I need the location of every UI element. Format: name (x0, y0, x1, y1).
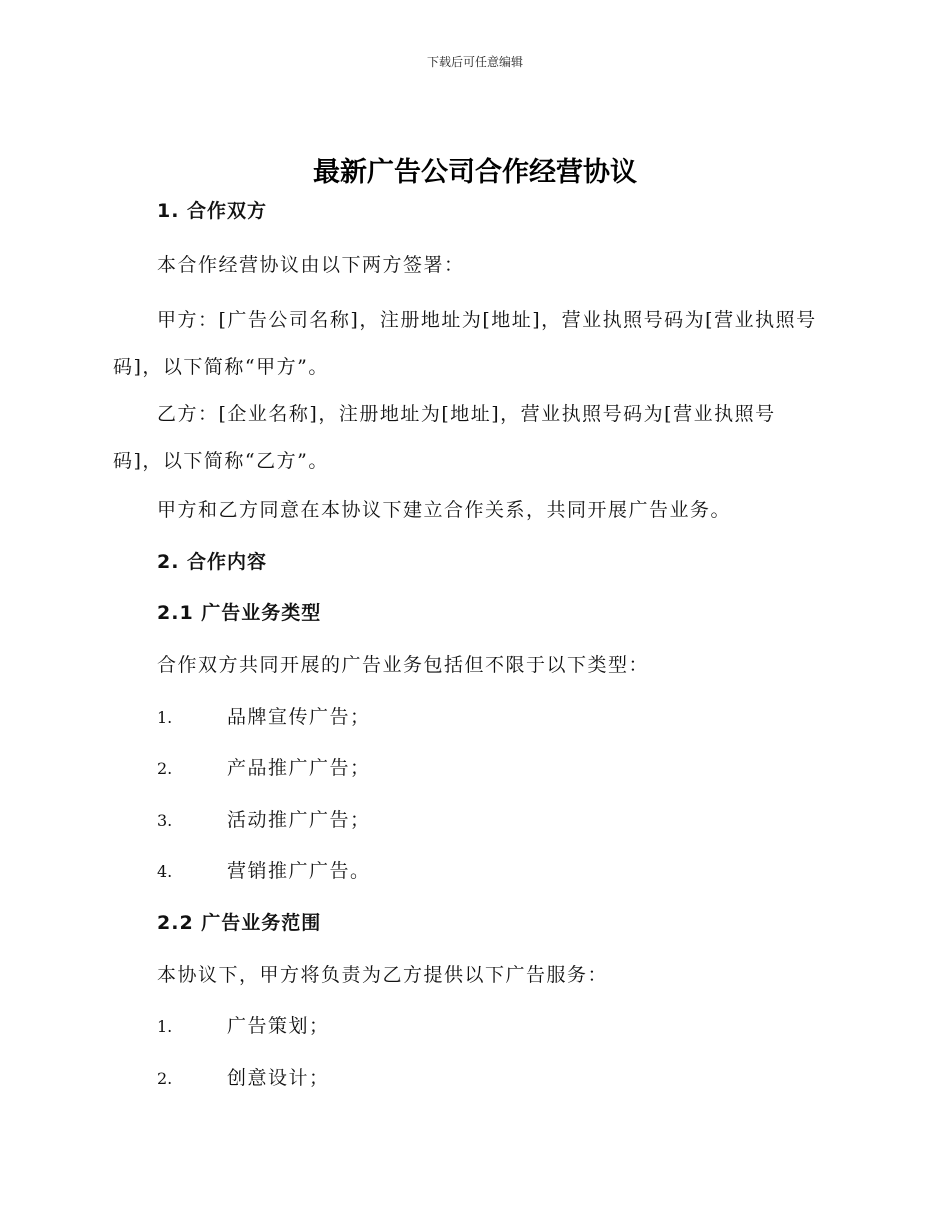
list-number: 1. (157, 707, 173, 727)
party-a-line-2: 码]，以下简称“甲方”。 (113, 356, 329, 379)
document-body (113, 190, 843, 1108)
party-b-paragraph (113, 391, 843, 485)
list-text: 营销推广广告。 (227, 860, 371, 883)
party-b-line-1: 乙方：[企业名称]，注册地址为[地址]，营业执照号码为[营业执照号 (157, 403, 776, 426)
section-2-2-heading: 2.2 广告业务范围 (157, 911, 322, 934)
list-item (113, 747, 843, 799)
list-number: 4. (157, 862, 173, 882)
list-item (113, 1057, 843, 1109)
party-b-line-2: 码]，以下简称“乙方”。 (113, 450, 329, 473)
page-header-note: 下载后可任意编辑 (426, 55, 523, 69)
list-number: 1. (157, 1017, 173, 1037)
section-2-1-heading: 2.1 广告业务类型 (157, 602, 322, 625)
list-text: 活动推广广告； (227, 808, 371, 831)
list-number: 2. (157, 759, 173, 779)
section-1-heading: 1. 合作双方 (157, 200, 268, 222)
list-text: 广告策划； (227, 1015, 330, 1038)
list-item (113, 696, 843, 748)
party-a-paragraph (113, 297, 843, 391)
document-title: 最新广告公司合作经营协议 (313, 157, 637, 188)
section-2-2-intro: 本协议下，甲方将负责为乙方提供以下广告服务： (157, 963, 609, 986)
list-number: 3. (157, 810, 173, 830)
party-a-line-1: 甲方：[广告公司名称]，注册地址为[地址]，营业执照号码为[营业执照号 (157, 309, 817, 332)
list-item (113, 1005, 843, 1057)
list-item (113, 850, 843, 902)
list-item (113, 799, 843, 851)
list-text: 品牌宣传广告； (227, 705, 371, 728)
section-2-1-intro: 合作双方共同开展的广告业务包括但不限于以下类型： (157, 653, 650, 676)
section-1-intro: 本合作经营协议由以下两方签署： (157, 253, 465, 276)
list-text: 产品推广广告； (227, 757, 371, 780)
section-2-heading: 2. 合作内容 (157, 550, 268, 573)
list-text: 创意设计； (227, 1066, 330, 1089)
agreement-paragraph: 甲方和乙方同意在本协议下建立合作关系，共同开展广告业务。 (157, 499, 732, 522)
list-number: 2. (157, 1068, 173, 1088)
